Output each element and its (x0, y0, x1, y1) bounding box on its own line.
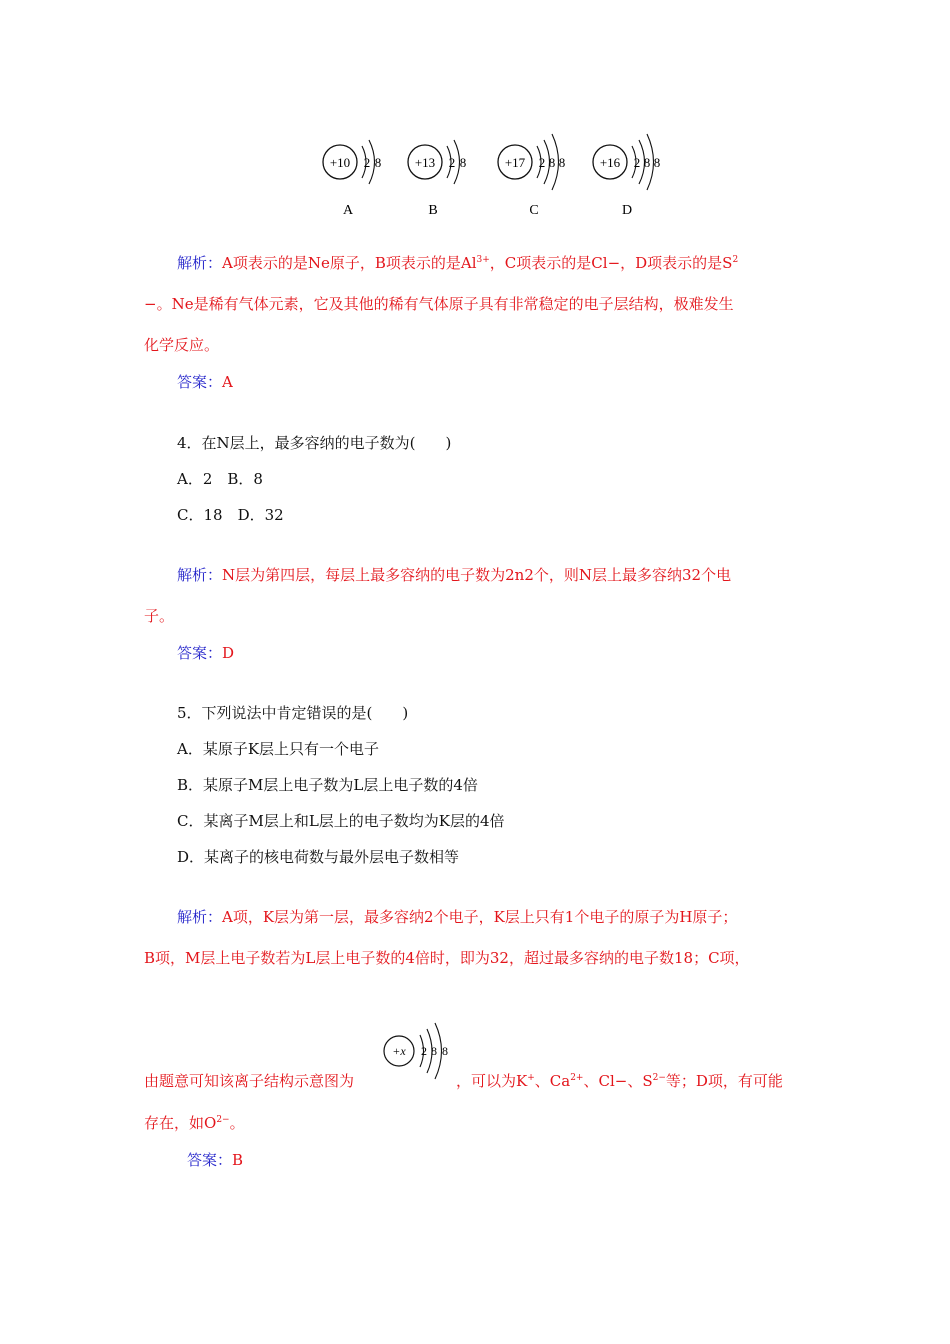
q5-analysis-line3-pre: 由题意可知该离子结构示意图为 (144, 1072, 355, 1090)
atom-letter: B (428, 203, 438, 218)
electron-count: 8 (374, 155, 382, 170)
atom-letter: A (342, 203, 354, 218)
q4-analysis-line2: 子。 (144, 607, 175, 625)
q5-analysis-line3-post: ，可以为K+、$Ca^{2+}$、Cl−、$S^{2-}$等；D项，有可能 (456, 1072, 783, 1090)
electron-count: 8 (459, 155, 467, 170)
q5-option-d: D．某离子的核电荷数与最外层电子数相等 (177, 848, 460, 866)
q5-answer (187, 1149, 243, 1170)
electron-count: 8 (558, 155, 566, 170)
atom-diagram-a (323, 140, 381, 218)
electron-count: 2 (633, 155, 641, 170)
q4-options-cd: C．18 D．32 (177, 506, 284, 524)
q4-answer (177, 642, 234, 663)
q5-question: 5．下列说法中肯定错误的是( ) (177, 704, 409, 722)
electron-count: 8 (548, 155, 556, 170)
answer-label: 答案： (187, 1151, 233, 1169)
q4-question: 4．在N层上，最多容纳的电子数为( ) (177, 434, 452, 452)
nucleus-label: +x (392, 1044, 406, 1058)
ion-structure-diagram (378, 1015, 458, 1087)
electron-count: 8 (643, 155, 651, 170)
nucleus-label: +13 (414, 155, 436, 170)
analysis-label: 解析： (177, 908, 223, 926)
atom-structure-figure (310, 125, 680, 220)
answer-label: 答案： (177, 644, 223, 662)
q5-option-a: A．某原子K层上只有一个电子 (177, 740, 380, 758)
q4-options-ab: A．2 B．8 (177, 470, 263, 488)
q5-option-c: C．某离子M层上和L层上的电子数均为K层的4倍 (177, 812, 505, 830)
q3-answer (177, 371, 233, 392)
atom-diagram-b (408, 140, 466, 218)
atom-letter: C (529, 203, 539, 218)
analysis-label: 解析： (177, 254, 223, 272)
q5-analysis-line4: 存在，如$O^{2-}$。 (144, 1114, 245, 1132)
answer-value: B (232, 1151, 244, 1169)
electron-count: 8 (442, 1044, 448, 1058)
nucleus-label: +16 (599, 155, 621, 170)
q5-analysis-line2: B项，M层上电子数若为L层上电子数的4倍时，即为32，超过最多容纳的电子数18；C项， (144, 949, 750, 967)
nucleus-label: +10 (329, 155, 351, 170)
electron-count: 2 (448, 155, 456, 170)
q3-analysis-line2: −。Ne是稀有气体元素，它及其他的稀有气体原子具有非常稳定的电子层结构，极难发生 (144, 295, 734, 313)
q4-analysis-line1: 解析：N层为第四层，每层上最多容纳的电子数为2n2个，则N层上最多容纳32个电 (177, 566, 732, 584)
nucleus-label: +17 (504, 155, 526, 170)
atom-diagram-d (593, 134, 660, 218)
q3-analysis-line1: 解析：A项表示的是Ne原子，B项表示的是$Al^{3+}$，C项表示的是Cl−，D项表示的是$S^2$ (177, 254, 739, 272)
answer-value: A (222, 373, 233, 391)
q5-analysis-line1: 解析：A项，K层为第一层，最多容纳2个电子，K层上只有1个电子的原子为H原子； (177, 908, 738, 926)
answer-label: 答案： (177, 373, 223, 391)
atom-diagram-c (498, 134, 565, 218)
electron-count: 8 (653, 155, 661, 170)
atom-letter: D (621, 203, 633, 218)
answer-value: D (222, 644, 235, 662)
electron-count: 2 (421, 1044, 427, 1058)
q3-analysis-line3: 化学反应。 (144, 336, 220, 354)
electron-count: 2 (538, 155, 546, 170)
electron-count: 8 (431, 1044, 437, 1058)
q5-option-b: B．某原子M层上电子数为L层上电子数的4倍 (177, 776, 478, 794)
analysis-label: 解析： (177, 566, 223, 584)
electron-count: 2 (363, 155, 371, 170)
